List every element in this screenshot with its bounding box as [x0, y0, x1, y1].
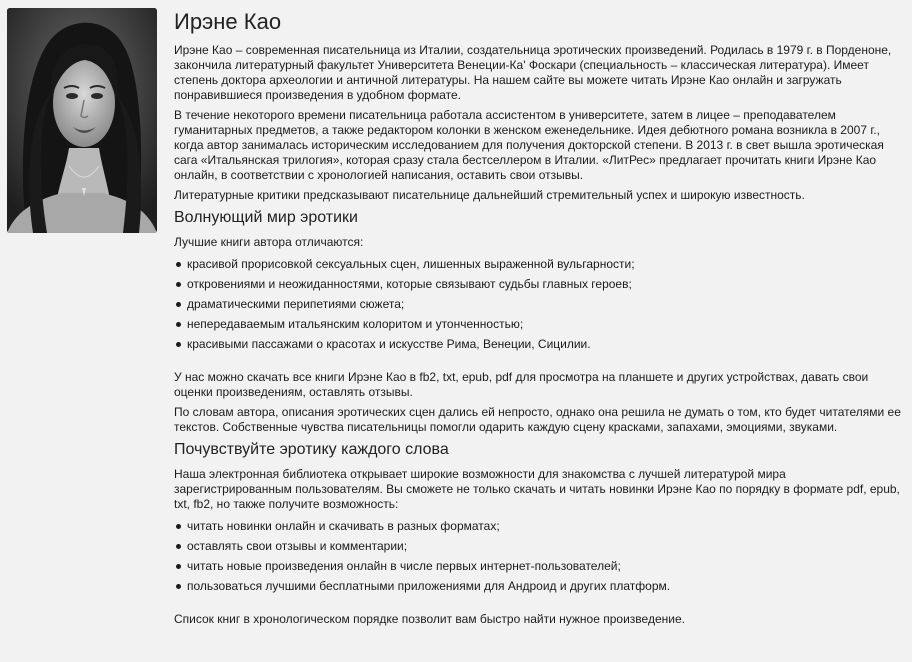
author-words-paragraph: По словам автора, описания эротических сцен дались ей непросто, однако она решила не думать о том, кто будет читателями ее текстов. Собственные чувства писательницы помогли одарить каждую сцену красками, запахами, эмоциями, звуками.: [174, 405, 901, 434]
list-item: пользоваться лучшими бесплатными приложениями для Андроид и других платформ.: [174, 579, 904, 594]
author-photo: [7, 8, 157, 233]
list-item: драматическими перипетиями сюжета;: [174, 297, 904, 312]
section-title-erotic-world: Волнующий мир эротики: [174, 209, 358, 226]
list-item: читать новые произведения онлайн в числе первых интернет-пользователей;: [174, 559, 904, 574]
bio-paragraph: В течение некоторого времени писательница работала ассистентом в университете, затем в лицее – преподавателем гуманитарных предметов, а также редактором колонки в женском еженедельнике. Идея дебютного романа возникла в 2007 г., когда автор занималась историческим исследованием для получения докторской степени. В 2013 г. в свет вышла эротическая сага «Итальянская трилогия», которая сразу стала бестселлером в Италии. «ЛитРес» предлагает прочитать книги Ирэне Као онлайн, в соответствии с хронологией написания, оставить свои отзывы.: [174, 108, 884, 182]
possibilities-list: [174, 519, 904, 594]
author-article: [174, 10, 904, 632]
list-item: откровениями и неожиданностями, которые связывают судьбы главных героев;: [174, 277, 904, 292]
closing-paragraph: Список книг в хронологическом порядке позволит вам быстро найти нужное произведение.: [174, 612, 685, 626]
features-list: [174, 257, 904, 352]
list-item: непередаваемым итальянским колоритом и утонченностью;: [174, 317, 904, 332]
list-item: красивыми пассажами о красотах и искусстве Рима, Венеции, Сицилии.: [174, 337, 904, 352]
section-title-feel-erotic: Почувствуйте эротику каждого слова: [174, 441, 449, 458]
list-item: оставлять свои отзывы и комментарии;: [174, 539, 904, 554]
list-item: читать новинки онлайн и скачивать в разных форматах;: [174, 519, 904, 534]
list-item: красивой прорисовкой сексуальных сцен, лишенных выраженной вульгарности;: [174, 257, 904, 272]
download-paragraph: У нас можно скачать все книги Ирэне Као в fb2, txt, epub, pdf для просмотра на планшете и других устройствах, давать свои оценки произведениям, оставлять отзывы.: [174, 370, 869, 399]
section-intro: Лучшие книги автора отличаются:: [174, 235, 364, 249]
bio-paragraph: Литературные критики предсказывают писательнице дальнейший стремительный успех и широкую известность.: [174, 188, 805, 202]
bio-paragraph: Ирэне Као – современная писательница из Италии, создательница эротических произведений. Родилась в 1979 г. в Порденоне, закончила литературный факультет Университета Венеции-Ка' Фоскари (специальность – классическая литература). Имеет степень доктора археологии и античной литературы. На нашем сайте вы можете читать Ирэне Као онлайн и загружать понравившиеся произведения в удобном формате.: [174, 43, 892, 102]
section-intro: Наша электронная библиотека открывает широкие возможности для знакомства с лучшей литературой мира зарегистрированным пользователям. Вы сможете не только скачать и читать новинки Ирэне Као по порядку в формате pdf, epub, txt, fb2, но также получите возможность:: [174, 467, 900, 511]
author-portrait-icon: [7, 8, 157, 233]
author-name: Ирэне Као: [174, 9, 282, 34]
